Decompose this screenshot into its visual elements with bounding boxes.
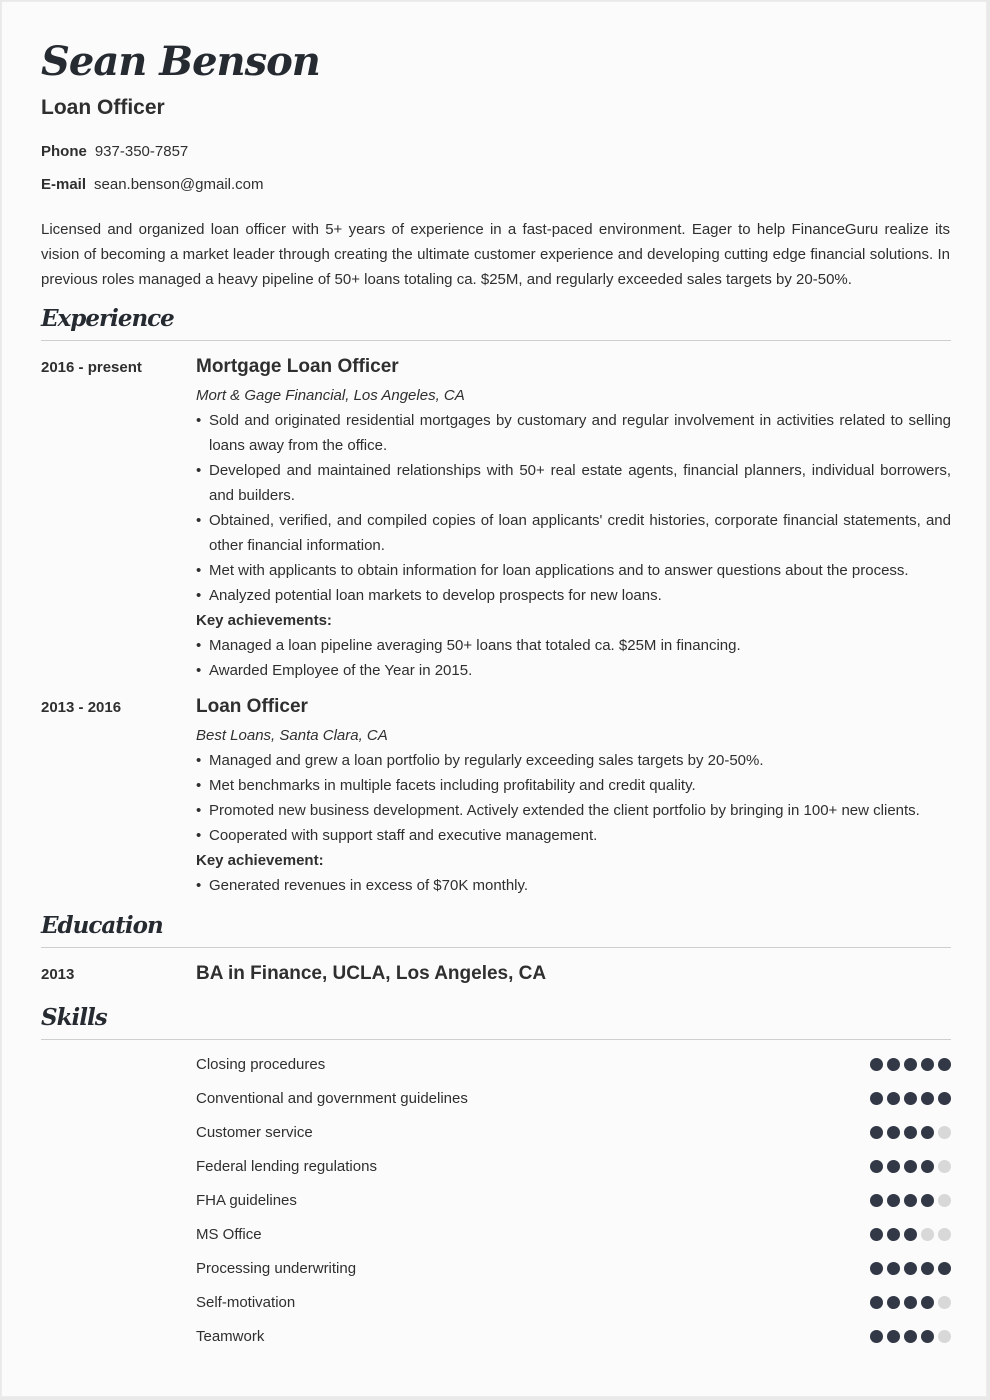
rating-dot-filled [870,1330,883,1343]
rating-dot-filled [870,1092,883,1105]
rating-dot-filled [904,1092,917,1105]
skill-rating [870,1058,951,1071]
list-item: • Sold and originated residential mortgages by customary and regular involvement in activities related to selling loans away from the office. [196,412,951,454]
job-2-dates: 2013 - 2016 [41,699,122,716]
rating-dot-filled [887,1296,900,1309]
rating-dot-filled [870,1194,883,1207]
rating-dot-filled [870,1160,883,1173]
rating-dot-filled [904,1058,917,1071]
rating-dot-filled [921,1126,934,1139]
list-item: • Managed a loan pipeline averaging 50+ loans that totaled ca. $25M in financing. [196,637,741,654]
rating-dot-filled [887,1330,900,1343]
rating-dot-empty [938,1296,951,1309]
rating-dot-filled [870,1262,883,1275]
skill-name: Self-motivation [196,1293,296,1311]
job-2-achievements-label: Key achievement: [196,852,324,869]
skill-row [196,1217,951,1251]
rating-dot-filled [904,1126,917,1139]
rating-dot-filled [921,1160,934,1173]
skill-rating [870,1126,951,1139]
job-1-company: Mort & Gage Financial, Los Angeles, CA [196,387,465,404]
education-year: 2013 [41,966,75,983]
rating-dot-filled [887,1262,900,1275]
job-1-dates: 2016 - present [41,359,142,376]
email-label: E-mail [41,176,87,193]
job-1-title: Mortgage Loan Officer [196,356,399,377]
rating-dot-filled [921,1262,934,1275]
rating-dot-filled [904,1228,917,1241]
rating-dot-filled [921,1330,934,1343]
experience-divider [41,340,951,341]
rating-dot-filled [938,1058,951,1071]
job-2-duties [196,748,951,848]
phone-label: Phone [41,143,87,160]
list-item: • Met with applicants to obtain information for loan applications and to answer questions about the process. [196,562,909,579]
experience-heading: Experience [41,305,174,332]
rating-dot-filled [887,1160,900,1173]
skill-rating [870,1296,951,1309]
rating-dot-filled [904,1330,917,1343]
rating-dot-filled [870,1228,883,1241]
skill-row [196,1183,951,1217]
rating-dot-filled [938,1262,951,1275]
rating-dot-filled [921,1058,934,1071]
rating-dot-filled [921,1296,934,1309]
job-2-company: Best Loans, Santa Clara, CA [196,727,388,744]
rating-dot-filled [887,1058,900,1071]
skill-name: Closing procedures [196,1055,326,1073]
skill-name: Teamwork [196,1327,265,1345]
rating-dot-filled [904,1160,917,1173]
list-item: • Cooperated with support staff and executive management. [196,827,598,844]
skill-row [196,1285,951,1319]
rating-dot-filled [887,1092,900,1105]
skill-rating [870,1092,951,1105]
skill-name: Conventional and government guidelines [196,1089,468,1107]
rating-dot-filled [938,1092,951,1105]
rating-dot-empty [938,1228,951,1241]
job-1-achievements [196,633,951,683]
education-degree: BA in Finance, UCLA, Los Angeles, CA [196,963,547,984]
list-item: • Developed and maintained relationships with 50+ real estate agents, financial planners, individual borrowers, and builders. [196,462,951,504]
skill-name: Customer service [196,1123,313,1141]
skill-name: Processing underwriting [196,1259,357,1277]
skill-row [196,1115,951,1149]
list-item: • Obtained, verified, and compiled copies of loan applicants' credit histories, corporate financial statements, and other financial information. [196,512,951,554]
candidate-name: Sean Benson [41,38,320,85]
skill-name: MS Office [196,1225,262,1243]
rating-dot-filled [887,1194,900,1207]
rating-dot-filled [870,1126,883,1139]
job-2-achievements [196,873,951,898]
list-item: • Awarded Employee of the Year in 2015. [196,662,473,679]
skill-rating [870,1160,951,1173]
rating-dot-filled [887,1228,900,1241]
skills-divider [41,1039,951,1040]
rating-dot-filled [904,1296,917,1309]
education-heading: Education [41,912,163,939]
skills-heading: Skills [41,1004,107,1031]
skill-name: Federal lending regulations [196,1157,377,1175]
rating-dot-filled [870,1296,883,1309]
job-1-achievements-label: Key achievements: [196,612,332,629]
list-item: • Met benchmarks in multiple facets including profitability and credit quality. [196,777,696,794]
skill-row [196,1251,951,1285]
list-item: • Promoted new business development. Actively extended the client portfolio by bringing in 100+ new clients. [196,802,920,819]
rating-dot-filled [904,1262,917,1275]
email-value[interactable]: sean.benson@gmail.com [94,176,264,193]
phone-value[interactable]: 937-350-7857 [94,143,189,160]
job-1 [196,354,951,683]
rating-dot-filled [921,1194,934,1207]
skill-name: FHA guidelines [196,1191,297,1209]
rating-dot-filled [870,1058,883,1071]
list-item: • Analyzed potential loan markets to develop prospects for new loans. [196,587,662,604]
resume-page [1,1,987,1397]
rating-dot-empty [938,1194,951,1207]
skills-list [196,1047,951,1353]
skill-rating [870,1194,951,1207]
rating-dot-empty [938,1160,951,1173]
rating-dot-filled [887,1126,900,1139]
rating-dot-empty [938,1330,951,1343]
skill-row [196,1149,951,1183]
skill-row [196,1319,951,1353]
skill-rating [870,1330,951,1343]
skill-row [196,1081,951,1115]
education-divider [41,947,951,948]
job-title: Loan Officer [41,96,165,119]
email-row [41,176,264,193]
skill-rating [870,1228,951,1241]
skill-row [196,1047,951,1081]
rating-dot-empty [938,1126,951,1139]
summary: Licensed and organized loan officer with 5+ years of experience in a fast-paced environment. Eager to help FinanceGuru realize its vision of becoming a market leader through creating the ultimate customer experience and developing cutting edge financial solutions. In previous roles managed a heavy pipeline of 50+ loans totaling ca. $25M, and regularly exceeded sales targets by 20-50%. [41,221,950,288]
rating-dot-filled [921,1092,934,1105]
job-2 [196,694,951,898]
rating-dot-filled [904,1194,917,1207]
job-2-title: Loan Officer [196,696,308,717]
phone-row [41,143,188,160]
job-1-duties [196,408,951,608]
list-item: • Generated revenues in excess of $70K monthly. [196,877,529,894]
skill-rating [870,1262,951,1275]
list-item: • Managed and grew a loan portfolio by regularly exceeding sales targets by 20-50%. [196,752,764,769]
rating-dot-empty [921,1228,934,1241]
